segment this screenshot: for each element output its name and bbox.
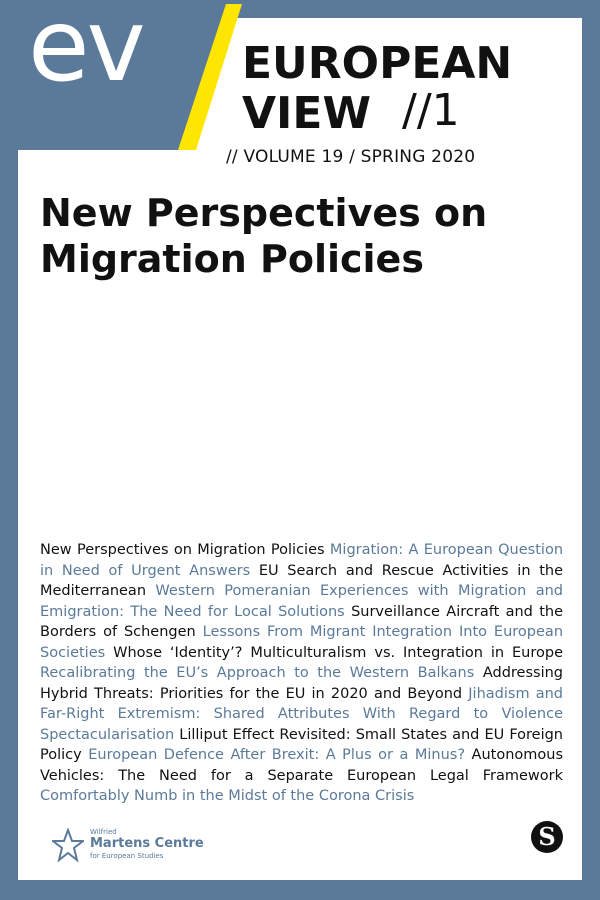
martens-name: Martens Centre	[90, 836, 204, 851]
toc-entry: Comfortably Numb in the Midst of the Corona Crisis	[40, 788, 415, 804]
toc-entry: Autonomous Vehicles: The Need for a Separate European Legal Framework	[40, 747, 564, 784]
toc-entry: Lessons From Migrant Integration Into European Societies	[40, 624, 564, 661]
toc-entry: European Defence After Brexit: A Plus or a Minus?	[88, 747, 466, 763]
toc-entry: New Perspectives on Migration Policies	[40, 542, 325, 558]
toc-entry: Addressing Hybrid Threats: Priorities for the EU in 2020 and Beyond	[40, 665, 563, 702]
martens-centre-logo	[52, 828, 232, 864]
toc-entry: Recalibrating the EU’s Approach to the Western Balkans	[40, 665, 475, 681]
journal-title-european: EUROPEAN	[242, 38, 513, 89]
journal-title-view: VIEW	[242, 88, 372, 139]
table-of-contents	[40, 540, 563, 807]
issue-headline: New Perspectives on Migration Policies	[40, 191, 488, 282]
toc-entry: Whose ‘Identity’? Multiculturalism vs. Integration in Europe	[113, 644, 563, 661]
sage-logo	[530, 820, 564, 854]
volume-line: // VOLUME 19 / SPRING 2020	[226, 147, 476, 167]
toc-entry: Surveillance Aircraft and the Borders of Schengen	[40, 603, 564, 640]
ev-logo: ev	[28, 0, 143, 104]
star-icon	[52, 828, 84, 864]
toc-entry: Jihadism and Far-Right Extremism: Shared Attributes With Regard to Violence Spectacularisation	[40, 685, 564, 743]
issue-number: //1	[402, 85, 460, 136]
toc-entry: Migration: A European Question in Need of Urgent Answers	[40, 542, 564, 579]
martens-line-1: Wilfried	[90, 828, 117, 836]
toc-entry: Lilliput Effect Revisited: Small States and EU Foreign Policy	[40, 726, 563, 763]
toc-entry: EU Search and Rescue Activities in the Mediterranean	[40, 562, 564, 599]
toc-entry: Western Pomeranian Experiences with Migration and Emigration: The Need for Local Solutions	[40, 583, 564, 620]
sage-letter: S	[538, 822, 556, 851]
martens-line-2: for European Studies	[90, 852, 164, 860]
